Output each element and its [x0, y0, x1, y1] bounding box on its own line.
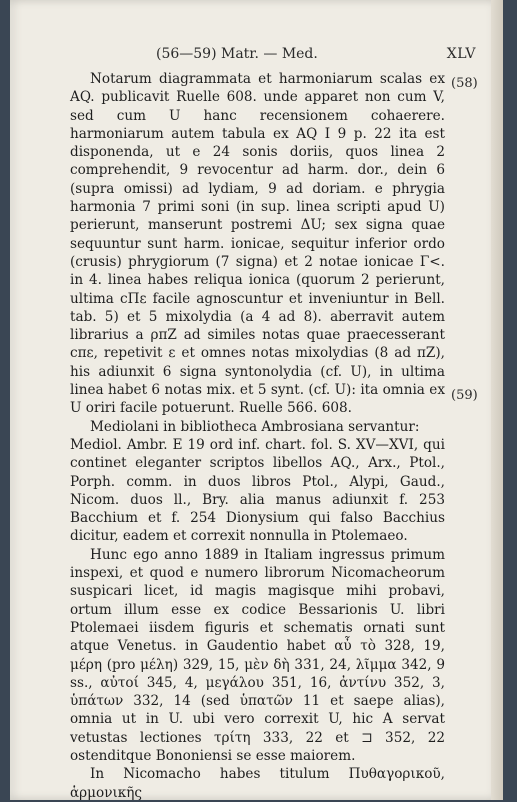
body-text	[70, 70, 445, 802]
paragraph-in-nicomacho: In Nicomacho habes titulum Πυθαγορικοῦ, ἁρμονικῆς	[70, 766, 445, 801]
margin-note-58: (58)	[451, 76, 478, 91]
header-section-title: (56—59) Matr. — Med.	[156, 46, 318, 62]
running-header	[156, 46, 476, 66]
margin-note-59: (59)	[451, 388, 478, 403]
book-page	[10, 0, 503, 800]
header-page-number: XLV	[446, 46, 476, 62]
page-edge	[491, 0, 503, 800]
paragraph-mediol-ambr: Mediol. Ambr. E 19 ord inf. chart. fol. S. XV—XVI, qui continet eleganter scriptos libellos AQ., Arx., Ptol., Porph. comm. in duos libros Ptol., Alypi, Gaud., Nicom. duos ll., Bry. alia manus adiunxit f. 253 Bacchium et f. 254 Dionysium qui falso Bacchius dicitur, eadem et correxit nonnulla in Ptolemaeo.	[70, 436, 445, 545]
paragraph-hunc-ego: Hunc ego anno 1889 in Italiam ingressus primum inspexi, et quod e numero librorum Nicomacheorum suspicari licet, id magis magisque mihi probavi, ortum illum esse ex codice Bessarionis U. libri Ptolemaei iisdem figuris et schematis ornati sunt atque Venetus. in Gaudentio habet αὖ τὸ 328, 19, μέρη (pro μέλη) 329, 15, μὲν δὴ 331, 24, λῖμμα 342, 9 ss., αὐτοί 345, 4, μεγάλου 351, 16, ἀντίνυ 352, 3, ὑπάτων 332, 14 (sed ὑπατῶν 11 et saepe alias), omnia ut in U. ubi vero correxit U, hic A servat vetustas lectiones τρίτη 333, 22 et ⊐ 352, 22 ostenditque Bononiensi se esse maiorem.	[70, 546, 445, 764]
paragraph-notarum: Notarum diagrammata et harmoniarum scalas ex AQ. publicavit Ruelle 608. unde apparet non cum V, sed cum U hanc recensionem cohaerere. harmoniarum autem tabula ex AQ I 9 p. 22 ita est disponenda, ut e 24 sonis doriis, quos linea 2 comprehendit, 9 revocentur ad harm. dor., dein 6 (supra omissi) ad lydiam, 9 ad doriam. e phrygia harmonia 7 primi soni (in sup. linea scripti apud U) perierunt, manserunt postremi ΔU; sex signa quae sequuntur sunt harm. ionicae, sequitur inferior ordo (crusis) phrygiorum (7 signa) et 2 notae ionicae Γ<. in 4. linea habes reliqua ionica (quorum 2 perierunt, ultima cΠε facile agnoscuntur et inveniuntur in Bell. tab. 5) et 5 mixolydia (a 4 ad 8). aberravit autem librarius a ρπZ ad similes notas quae praecesserant cπε, repetivit ε et omnes notas mixolydias (8 ad πZ), his adiunxit 6 signa syntonolydia (cf. U), in ultima linea habet 6 notas mix. et 5 synt. (cf. U): ita omnia ex U oriri facile potuerunt. Ruelle 566. 608.	[70, 71, 445, 417]
paragraph-mediolani: Mediolani in bibliotheca Ambrosiana servantur:	[90, 418, 420, 435]
